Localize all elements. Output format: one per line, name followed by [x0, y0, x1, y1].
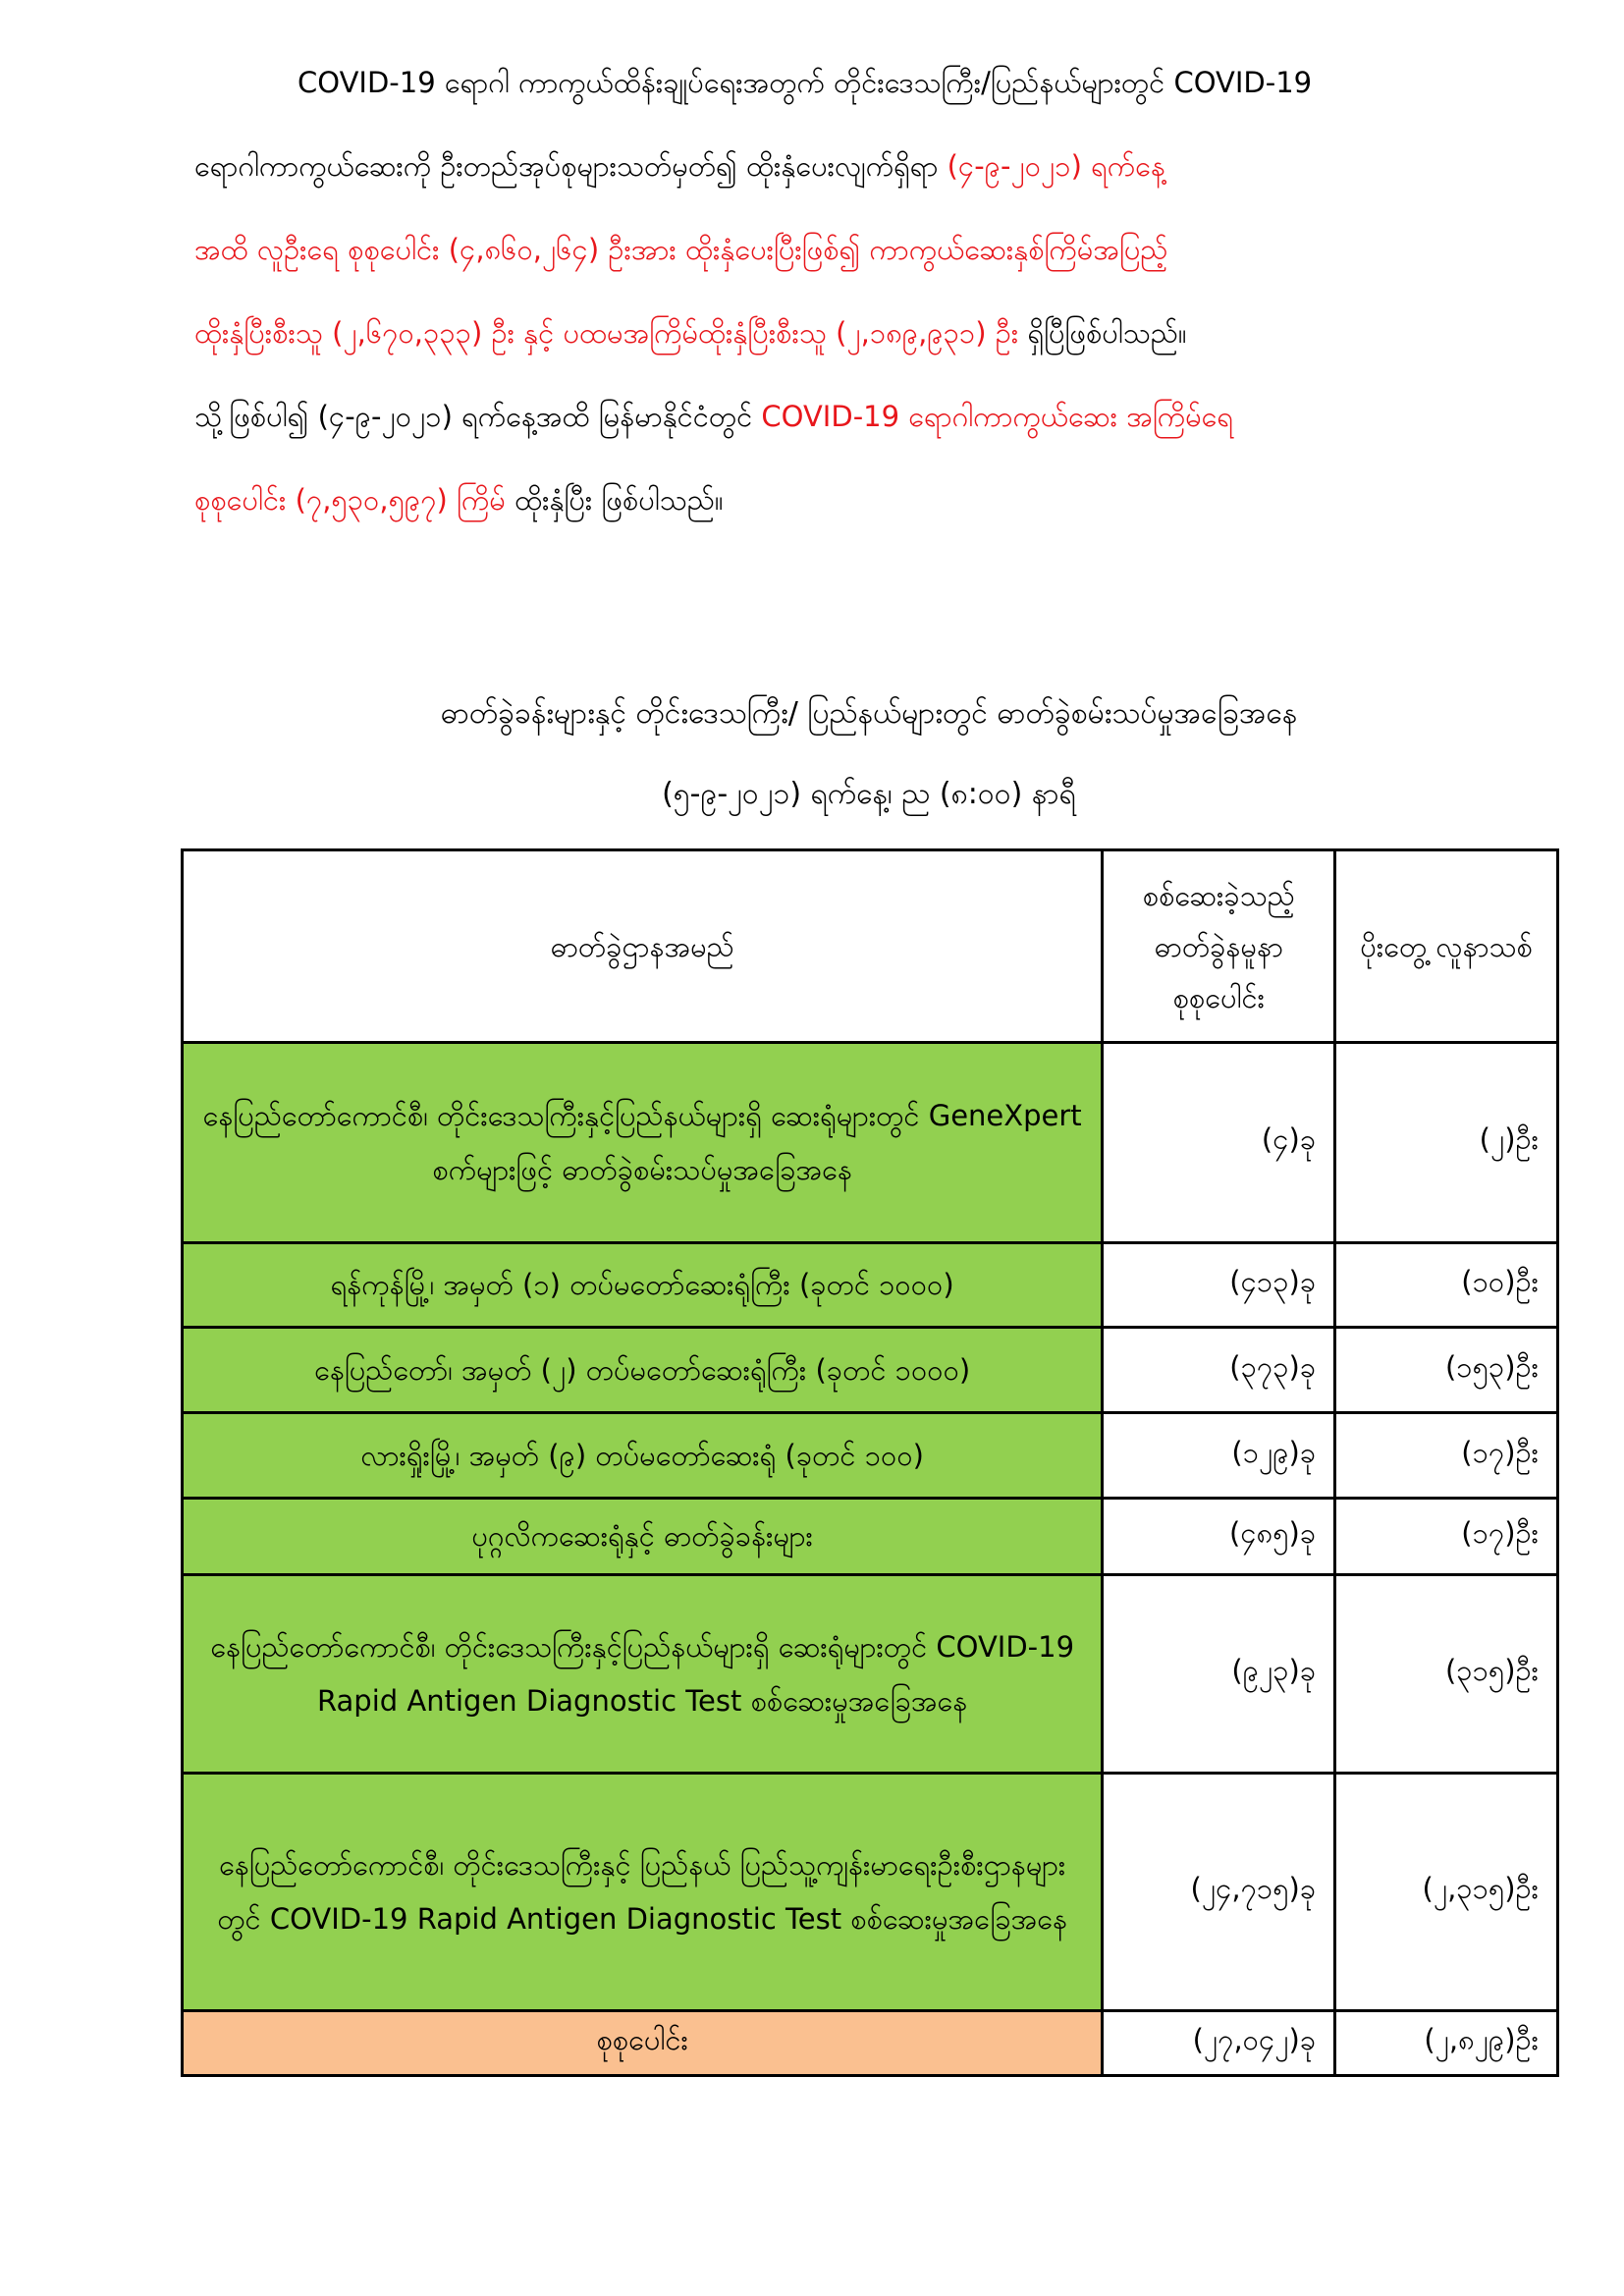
lab-name: လားရှိုးမြို့၊ အမှတ် (၉) တပ်မတော်ဆေးရုံ (ခုတင် ၁၀၀) [183, 1413, 1103, 1499]
positive-count: (၁၇)ဦး [1335, 1499, 1558, 1575]
table-title-date: (၅-၉-၂၀၂၁) ရက်နေ့၊ ည (၈:၀၀) နာရီ [662, 777, 1076, 811]
table-row [183, 1774, 1558, 2011]
lab-name: နေပြည်တော်ကောင်စီ၊ တိုင်းဒေသကြီးနှင့်ပြည်နယ်များရှိ ဆေးရုံများတွင် GeneXpert စက်များဖြင့် ဓာတ်ခွဲစမ်းသပ်မှုအခြေအနေ [183, 1043, 1103, 1243]
samples-count: (၄)ခု [1103, 1043, 1335, 1243]
table-row [183, 1413, 1558, 1499]
para-text: ထိုးနှံပြီး ဖြစ်ပါသည်။ [514, 483, 724, 517]
highlight-date: (၄-၉-၂၀၂၁) ရက်နေ့ [947, 149, 1165, 183]
table-title-line-1: ဓာတ်ခွဲခန်းများနှင့် တိုင်းဒေသကြီး/ ပြည်နယ်များတွင် ဓာတ်ခွဲစမ်းသပ်မှုအခြေအနေ [440, 696, 1298, 731]
para-line-1: COVID-19 ရောဂါ ကာကွယ်ထိန်းချုပ်ရေးအတွက် တိုင်းဒေသကြီး/ပြည်နယ်များတွင် COVID-19 [298, 66, 1313, 99]
lab-name: ပုဂ္ဂလိကဆေးရုံနှင့် ဓာတ်ခွဲခန်းများ [183, 1499, 1103, 1575]
table-row [183, 1328, 1558, 1413]
table-header-row [183, 850, 1558, 1043]
positive-count: (၂,၃၁၅)ဦး [1335, 1774, 1558, 2011]
para-line-6 [194, 459, 1538, 542]
positive-count: (၁၀)ဦး [1335, 1243, 1558, 1328]
samples-count: (၁၂၉)ခု [1103, 1413, 1335, 1499]
positive-count: (၁၇)ဦး [1335, 1413, 1558, 1499]
lab-name: နေပြည်တော်ကောင်စီ၊ တိုင်းဒေသကြီးနှင့် ပြည်နယ် ပြည်သူ့ကျန်းမာရေးဦးစီးဌာနများတွင် COVID-19 Rapid Antigen Diagnostic Test စစ်ဆေးမှုအခြေအနေ [183, 1774, 1103, 2011]
header-new-positive: ပိုးတွေ့ လူနာသစ် [1335, 850, 1558, 1043]
table-row [183, 1243, 1558, 1328]
lab-name: နေပြည်တော်၊ အမှတ် (၂) တပ်မတော်ဆေးရုံကြီး (ခုတင် ၁၀၀၀) [183, 1328, 1103, 1413]
para-text: ရှိပြီဖြစ်ပါသည်။ [1027, 316, 1187, 350]
highlight-total-doses: စုစုပေါင်း (၇,၅၃၀,၅၉၇) ကြိမ် [194, 483, 506, 517]
para-line-5 [194, 375, 1538, 459]
table-row [183, 1575, 1558, 1774]
header-lab-name: ဓာတ်ခွဲဌာနအမည် [183, 850, 1103, 1043]
vaccination-summary-paragraph [194, 41, 1538, 542]
para-text: ရောဂါကာကွယ်ဆေးကို ဦးတည်အုပ်စုများသတ်မှတ်၍ ထိုးနှံပေးလျက်ရှိရာ [194, 149, 939, 183]
total-positive: (၂,၈၂၉)ဦး [1335, 2011, 1558, 2076]
header-samples-total: စစ်ဆေးခဲ့သည့် ဓာတ်ခွဲနမူနာ စုစုပေါင်း [1103, 850, 1335, 1043]
table-row [183, 1499, 1558, 1575]
lab-name: ရန်ကုန်မြို့၊ အမှတ် (၁) တပ်မတော်ဆေးရုံကြီး (ခုတင် ၁၀၀၀) [183, 1243, 1103, 1328]
highlight-covid: COVID-19 ရောဂါကာကွယ်ဆေး အကြိမ်ရေ [761, 400, 1234, 433]
table-title [177, 674, 1561, 835]
total-samples: (၂၇,၀၄၂)ခု [1103, 2011, 1335, 2076]
para-line-4 [194, 292, 1538, 375]
highlight-doses: ထိုးနှံပြီးစီးသူ (၂,၆၇၀,၃၃၃) ဦး နှင့် ပထမအကြိမ်ထိုးနှံပြီးစီးသူ (၂,၁၈၉,၉၃၁) ဦး [194, 316, 1019, 350]
table-row [183, 1043, 1558, 1243]
samples-count: (၂၄,၇၁၅)ခု [1103, 1774, 1335, 2011]
para-text: သို့ဖြစ်ပါ၍ (၄-၉-၂၀၂၁) ရက်နေ့အထိ မြန်မာနိုင်ငံတွင် [194, 400, 753, 433]
para-line-2 [194, 125, 1538, 208]
lab-testing-table [181, 848, 1559, 2077]
para-line-3: အထိ လူဦးရေ စုစုပေါင်း (၄,၈၆၀,၂၆၄) ဦးအား ထိုးနှံပေးပြီးဖြစ်၍ ကာကွယ်ဆေးနှစ်ကြိမ်အပြည့် [194, 233, 1168, 266]
positive-count: (၃၁၅)ဦး [1335, 1575, 1558, 1774]
samples-count: (၉၂၃)ခု [1103, 1575, 1335, 1774]
table-total-row [183, 2011, 1558, 2076]
lab-name: နေပြည်တော်ကောင်စီ၊ တိုင်းဒေသကြီးနှင့်ပြည်နယ်များရှိ ဆေးရုံများတွင် COVID-19 Rapid Antigen Diagnostic Test စစ်ဆေးမှုအခြေအနေ [183, 1575, 1103, 1774]
positive-count: (၂)ဦး [1335, 1043, 1558, 1243]
positive-count: (၁၅၃)ဦး [1335, 1328, 1558, 1413]
samples-count: (၄၁၃)ခု [1103, 1243, 1335, 1328]
samples-count: (၄၈၅)ခု [1103, 1499, 1335, 1575]
samples-count: (၃၇၃)ခု [1103, 1328, 1335, 1413]
total-label: စုစုပေါင်း [183, 2011, 1103, 2076]
